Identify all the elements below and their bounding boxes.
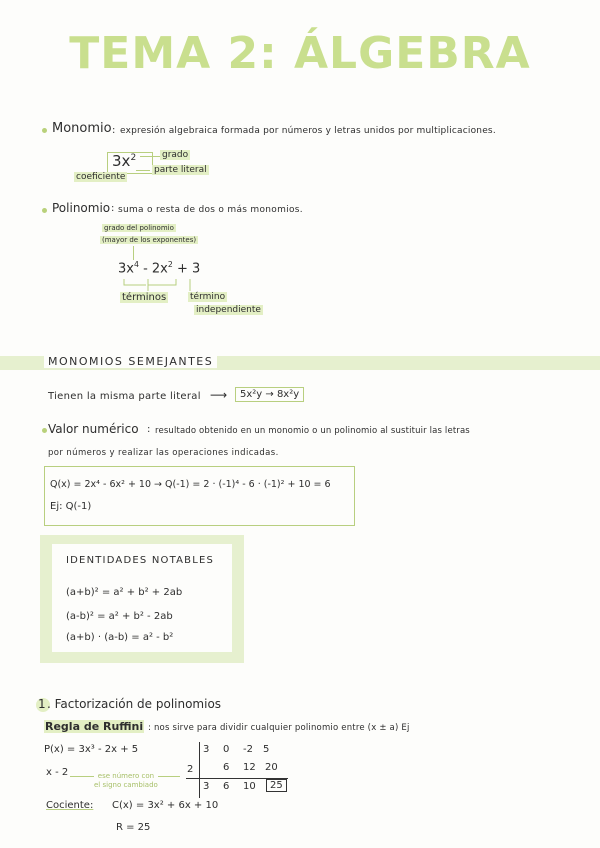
identidad-1: (a+b)² = a² + b² + 2ab — [66, 587, 183, 598]
example-var: x — [121, 152, 131, 170]
identidades-heading: IDENTIDADES NOTABLES — [66, 555, 215, 566]
ruffini-resto: 25 — [266, 779, 287, 792]
ruffini-definition: : nos sirve para dividir cualquier polinomio entre (x ± a) Ej — [148, 723, 410, 733]
cell: 3 — [203, 744, 210, 755]
example-coef: 3 — [112, 152, 122, 170]
valor-example-label: Ej: Q(-1) — [50, 501, 92, 512]
cell: 6 — [223, 762, 230, 773]
example-exp: 2 — [130, 153, 137, 163]
connector — [136, 170, 150, 171]
monomio-colon: : — [112, 125, 116, 136]
label-grado-polinomio: grado del polinomio — [104, 224, 174, 232]
valor-definition-2: por números y realizar las operaciones indicadas. — [48, 448, 279, 458]
cell: 6 — [223, 781, 230, 792]
factorizacion-heading: . Factorización de polinomios — [47, 697, 222, 711]
expr-term-b: - 2x — [143, 261, 168, 277]
ruffini-row-mid — [223, 762, 293, 773]
ruffini-term: Regla de Ruffini — [45, 720, 144, 733]
ruffini-row-top — [203, 744, 283, 755]
page-title: TEMA 2: ÁLGEBRA — [69, 28, 531, 79]
cell: 10 — [243, 781, 256, 792]
identidad-2: (a-b)² = a² + b² - 2ab — [66, 611, 173, 622]
polinomio-colon: : — [111, 203, 115, 214]
divisor-note — [94, 772, 158, 790]
ruffini-row-label: 2 — [187, 764, 194, 775]
ruffini-row-bot — [203, 781, 273, 792]
valor-colon: : — [147, 424, 151, 435]
cociente-label: Cociente: — [46, 800, 94, 811]
cell: 12 — [243, 762, 256, 773]
arrow-icon: ⟶ — [210, 388, 228, 402]
expr-exp-a: 4 — [133, 260, 139, 269]
expr-exp-b: 2 — [167, 260, 173, 269]
semejantes-heading: MONOMIOS SEMEJANTES — [44, 355, 217, 368]
label-independiente: independiente — [196, 305, 261, 315]
label-parte-literal: parte literal — [154, 165, 207, 175]
label-termino: término — [190, 292, 226, 302]
divisor: x - 2 — [46, 767, 69, 778]
semejantes-text: Tienen la misma parte literal — [48, 391, 201, 402]
cell: -2 — [243, 744, 253, 755]
cell: 3 — [203, 781, 210, 792]
label-grado-sub: (mayor de los exponentes) — [102, 236, 197, 244]
identidad-3: (a+b) · (a-b) = a² - b² — [66, 632, 174, 643]
valor-term: Valor numérico — [48, 422, 139, 436]
monomio-term: Monomio — [52, 121, 112, 136]
cell: 0 — [223, 744, 230, 755]
polinomio-definition: suma o resta de dos o más monomios. — [118, 205, 303, 215]
label-coeficiente: coeficiente — [76, 172, 126, 182]
resto: R = 25 — [116, 822, 151, 833]
label-grado: grado — [162, 150, 189, 160]
polinomio-term: Polinomio — [52, 201, 111, 215]
expr-term-c: + 3 — [176, 261, 201, 277]
monomio-definition: expresión algebraica formada por números y letras unidos por multiplicaciones. — [120, 126, 496, 136]
connector — [133, 246, 134, 260]
connector — [140, 156, 160, 157]
note-line-1: ese número con — [97, 772, 155, 780]
label-terminos: términos — [122, 292, 167, 303]
cell: 20 — [265, 762, 278, 773]
cell: 5 — [263, 744, 270, 755]
bullet — [42, 128, 47, 133]
polinomio-p: P(x) = 3x³ - 2x + 5 — [44, 744, 139, 755]
valor-definition-1: resultado obtenido en un monomio o un polinomio al sustituir las letras — [155, 426, 470, 436]
bullet — [42, 428, 47, 433]
section-number: 1 — [38, 697, 46, 711]
valor-example-box — [44, 466, 355, 526]
cociente: C(x) = 3x² + 6x + 10 — [112, 800, 219, 811]
monomio-example — [112, 152, 136, 170]
polinomio-expression — [118, 260, 200, 276]
ruffini-vline — [199, 742, 200, 798]
valor-equation: Q(x) = 2x⁴ - 6x² + 10 → Q(-1) = 2 · (-1)⁴ - 6 · (-1)² + 10 = 6 — [50, 479, 331, 490]
semejantes-example: 5x²y → 8x²y — [235, 387, 304, 402]
note-line-2: el signo cambiado — [94, 781, 158, 789]
bullet — [42, 208, 47, 213]
expr-term-a: 3x — [118, 261, 134, 277]
